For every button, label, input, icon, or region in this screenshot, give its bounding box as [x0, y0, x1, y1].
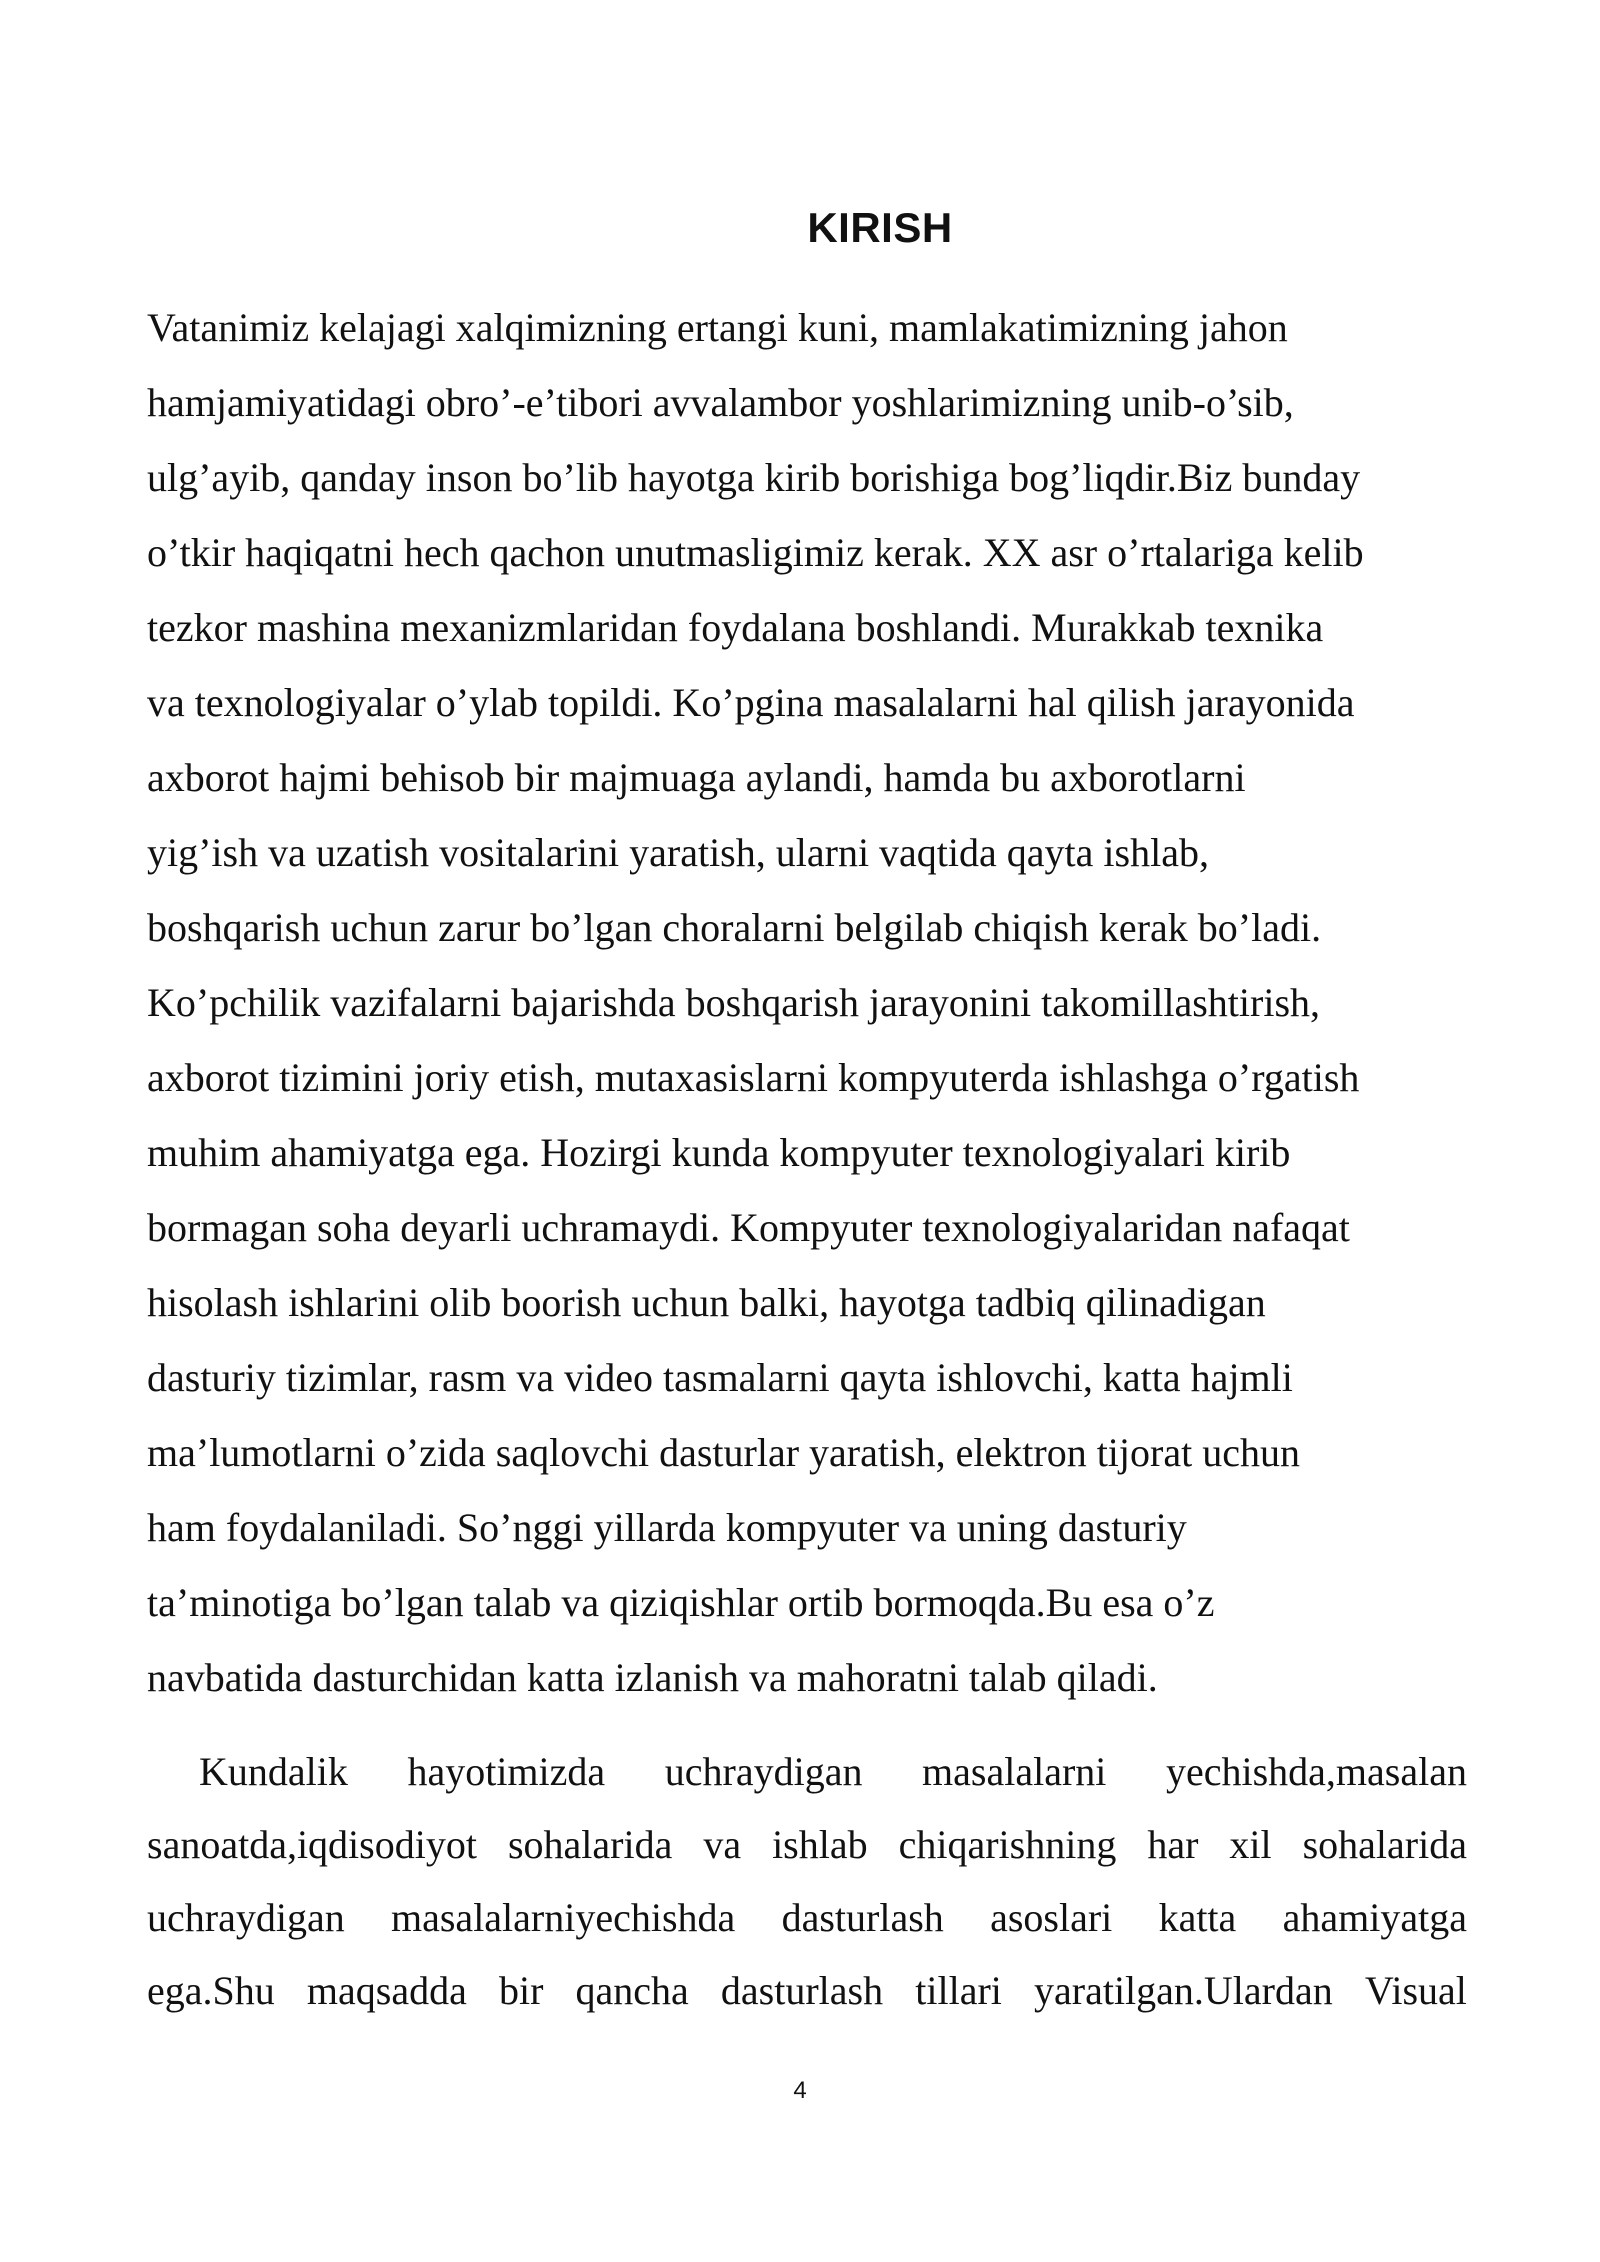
word: sanoatda,iqdisodiyot: [147, 1822, 477, 1867]
text-line: Vatanimiz kelajagi xalqimizning ertangi kuni, mamlakatimizning jahon: [147, 305, 1288, 350]
text-line: axborot hajmi behisob bir majmuaga aylandi, hamda bu axborotlarni: [147, 755, 1246, 800]
paragraph-intro: [147, 290, 1467, 1715]
text-line: ma’lumotlarni o’zida saqlovchi dasturlar yaratish, elektron tijorat uchun: [147, 1430, 1300, 1475]
word: bir: [498, 1968, 544, 2013]
word: ishlab: [772, 1822, 868, 1867]
text-line: [147, 1735, 1467, 1808]
word: Visual: [1364, 1968, 1467, 2013]
text-line: ta’minotiga bo’lgan talab va qiziqishlar ortib bormoqda.Bu esa o’z: [147, 1580, 1215, 1625]
word: yaratilgan.Ulardan: [1034, 1968, 1333, 2013]
word: xil: [1229, 1822, 1272, 1867]
word: uchraydigan: [664, 1749, 863, 1794]
word: sohalarida: [1302, 1822, 1467, 1867]
word: chiqarishning: [898, 1822, 1117, 1867]
word: sohalarida: [507, 1822, 673, 1867]
text-line: muhim ahamiyatga ega. Hozirgi kunda kompyuter texnologiyalari kirib: [147, 1130, 1291, 1175]
word: yechishda,masalan: [1165, 1749, 1467, 1794]
text-line: boshqarish uchun zarur bo’lgan choralarni belgilab chiqish kerak bo’ladi.: [147, 905, 1322, 950]
word: katta: [1158, 1895, 1237, 1940]
text-line: va texnologiyalar o’ylab topildi. Ko’pgina masalalarni hal qilish jarayonida: [147, 680, 1355, 725]
text-line: dasturiy tizimlar, rasm va video tasmalarni qayta ishlovchi, katta hajmli: [147, 1355, 1293, 1400]
word: masalalarni: [922, 1749, 1107, 1794]
word: uchraydigan: [147, 1895, 345, 1940]
text-line: [147, 1808, 1467, 1881]
text-line: o’tkir haqiqatni hech qachon unutmasligimiz kerak. XX asr o’rtalariga kelib: [147, 530, 1364, 575]
text-line: axborot tizimini joriy etish, mutaxasislarni kompyuterda ishlashga o’rgatish: [147, 1055, 1360, 1100]
word: har: [1147, 1822, 1199, 1867]
text-line: ulg’ayib, qanday inson bo’lib hayotga kirib borishiga bog’liqdir.Biz bunday: [147, 455, 1361, 500]
text-line: [147, 1954, 1467, 2027]
word: dasturlash: [720, 1968, 884, 2013]
word: masalalarniyechishda: [391, 1895, 736, 1940]
text-line: yig’ish va uzatish vositalarini yaratish, ularni vaqtida qayta ishlab,: [147, 830, 1209, 875]
text-line: ham foydalaniladi. So’nggi yillarda kompyuter va uning dasturiy: [147, 1505, 1187, 1550]
word: hayotimizda: [407, 1749, 606, 1794]
text-line: tezkor mashina mexanizmlaridan foydalana boshlandi. Murakkab texnika: [147, 605, 1324, 650]
text-line: hisolash ishlarini olib boorish uchun balki, hayotga tadbiq qilinadigan: [147, 1280, 1266, 1325]
text-line: navbatida dasturchidan katta izlanish va mahoratni talab qiladi.: [147, 1655, 1158, 1700]
word: tillari: [915, 1968, 1002, 2013]
paragraph-justified: [147, 1735, 1467, 2027]
word: va: [703, 1822, 742, 1867]
word: ahamiyatga: [1282, 1895, 1467, 1940]
text-line: [147, 1881, 1467, 1954]
text-line: hamjamiyatidagi obro’-e’tibori avvalambor yoshlarimizning unib-o’sib,: [147, 380, 1294, 425]
word: ega.Shu: [147, 1968, 275, 2013]
section-heading: KIRISH: [807, 204, 953, 251]
word: maqsadda: [306, 1968, 467, 2013]
word: asoslari: [990, 1895, 1113, 1940]
word: qancha: [575, 1968, 689, 2013]
page-number: 4: [793, 2077, 807, 2104]
text-line: Ko’pchilik vazifalarni bajarishda boshqarish jarayonini takomillashtirish,: [147, 980, 1321, 1025]
text-line: bormagan soha deyarli uchramaydi. Kompyuter texnologiyalaridan nafaqat: [147, 1205, 1350, 1250]
word: dasturlash: [781, 1895, 944, 1940]
word: Kundalik: [199, 1749, 348, 1794]
